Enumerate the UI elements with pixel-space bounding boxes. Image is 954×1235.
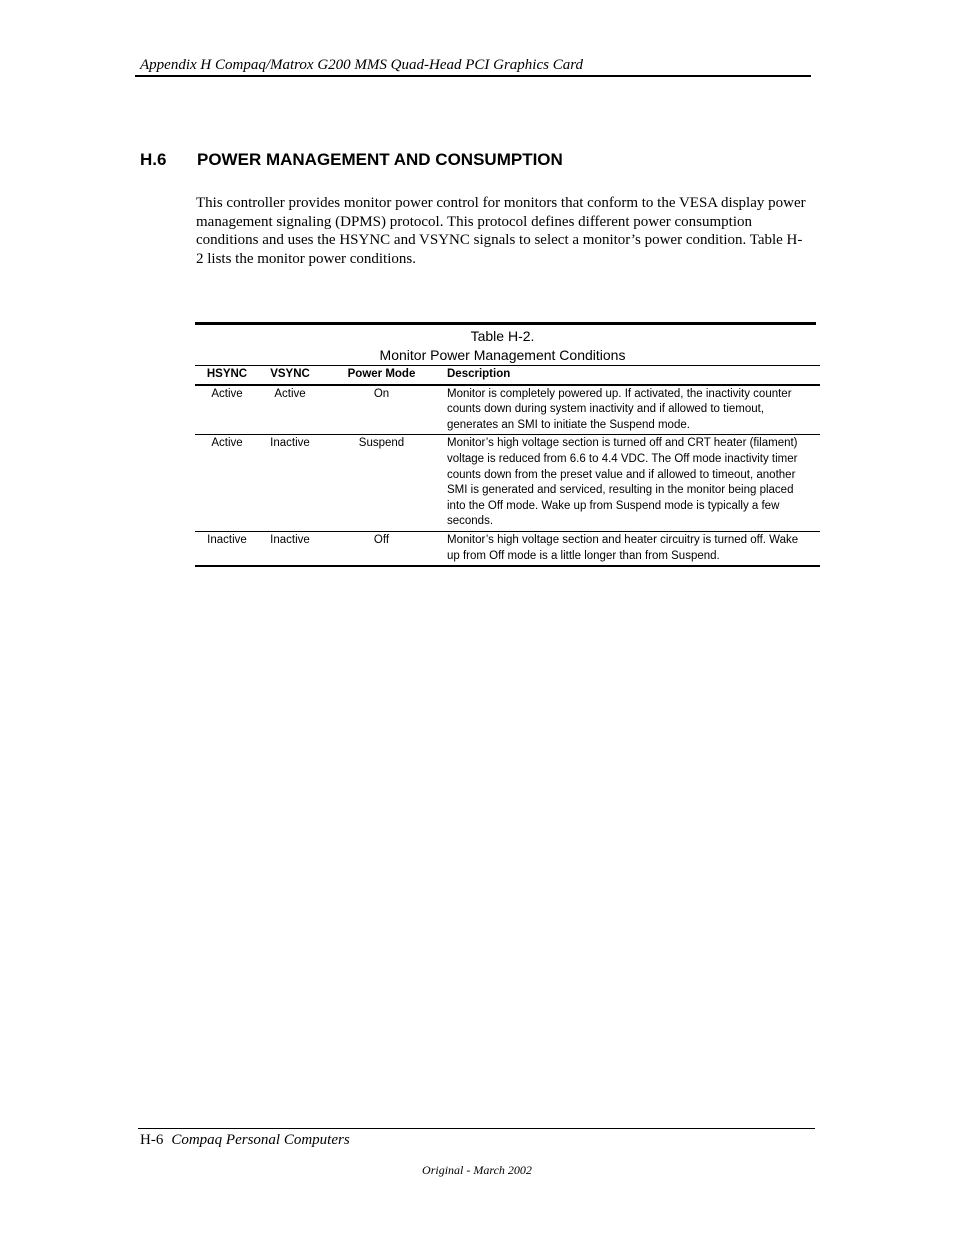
footer-rule	[138, 1128, 815, 1129]
body-paragraph: This controller provides monitor power control for monitors that conform to the VESA display power management signaling (DPMS) protocol. This protocol defines different power consumption conditions and uses the HSYNC and VSYNC signals to select a monitor’s power condition. Table H-2 lists the monitor power conditions.	[196, 195, 806, 267]
header-rule	[135, 75, 811, 77]
cell-hsync: Active	[195, 385, 259, 435]
table-top-rule	[195, 322, 816, 325]
column-header-power-mode: Power Mode	[321, 366, 442, 385]
section-heading	[140, 150, 563, 170]
page-footer	[140, 1131, 350, 1149]
edition-note: Original - March 2002	[422, 1163, 532, 1177]
column-header-description: Description	[442, 366, 820, 385]
cell-description: Monitor’s high voltage section and heater circuitry is turned off. Wake up from Off mode is a little longer than from Suspend.	[442, 531, 820, 566]
cell-description: Monitor is completely powered up. If activated, the inactivity counter counts down during system inactivity and if allowed to tiemout, generates an SMI to initiate the Suspend mode.	[442, 385, 820, 435]
table-caption-title: Table H-2.	[470, 328, 535, 344]
column-header-hsync: HSYNC	[195, 366, 259, 385]
page-number: H-6	[140, 1132, 164, 1148]
running-header: Appendix H Compaq/Matrox G200 MMS Quad-Head PCI Graphics Card	[140, 57, 584, 73]
column-header-vsync: VSYNC	[259, 366, 321, 385]
section-title: POWER MANAGEMENT AND CONSUMPTION	[197, 150, 563, 169]
cell-hsync: Active	[195, 435, 259, 532]
power-conditions-table	[195, 366, 820, 567]
cell-vsync: Inactive	[259, 531, 321, 566]
table-row	[195, 435, 820, 532]
table-row	[195, 531, 820, 566]
cell-vsync: Active	[259, 385, 321, 435]
cell-hsync: Inactive	[195, 531, 259, 566]
table-header-row	[195, 366, 820, 385]
cell-power-mode: Suspend	[321, 435, 442, 532]
cell-power-mode: On	[321, 385, 442, 435]
cell-description: Monitor’s high voltage section is turned off and CRT heater (filament) voltage is reduced from 6.6 to 4.4 VDC. The Off mode inactivity timer counts down from the preset value and if allowed to timeout, another SMI is generated and serviced, resulting in the monitor being placed into the Off mode. Wake up from Suspend mode is typically a few seconds.	[442, 435, 820, 532]
table-row	[195, 385, 820, 435]
cell-vsync: Inactive	[259, 435, 321, 532]
publication-name: Compaq Personal Computers	[171, 1132, 350, 1148]
cell-power-mode: Off	[321, 531, 442, 566]
section-number: H.6	[140, 150, 167, 169]
table-caption-subtitle: Monitor Power Management Conditions	[379, 347, 626, 363]
